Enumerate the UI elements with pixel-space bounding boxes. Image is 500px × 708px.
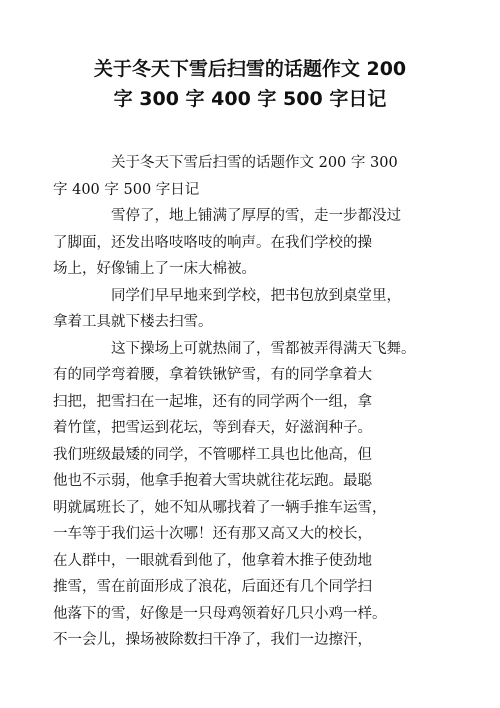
text-line: 明就属班长了，她不知从哪找着了一辆手推车运雪， <box>53 499 387 516</box>
text-line: 我们班级最矮的同学，不管哪样工具也比他高，但 <box>53 446 372 463</box>
text-line: 了脚面，还发出咯吱咯吱的响声。在我们学校的操 <box>53 234 372 251</box>
paragraph-2 <box>53 203 434 283</box>
title-line-2: 字 300 字 400 字 500 字日记 <box>113 88 387 110</box>
text-line: 这下操场上可就热闹了，雪都被弄得满天飞舞。 <box>111 340 416 357</box>
text-line: 着竹筐，把雪运到花坛，等到春天，好滋润种子。 <box>53 420 372 436</box>
text-line: 字 400 字 500 字日记 <box>53 181 200 198</box>
text-line: 一车等于我们运十次哪！还有那又高又大的校长， <box>53 526 372 542</box>
text-line: 拿着工具就下楼去扫雪。 <box>53 314 213 330</box>
document-title <box>0 54 500 114</box>
text-line: 他也不示弱，他拿手抱着大雪块就往花坛跑。最聪 <box>53 473 372 489</box>
text-line: 同学们早早地来到学校，把书包放到桌堂里， <box>111 287 401 304</box>
title-line-1: 关于冬天下雪后扫雪的话题作文 200 <box>93 58 407 80</box>
text-line: 雪停了，地上铺满了厚厚的雪，走一步都没过 <box>111 208 401 224</box>
text-line: 场上，好像铺上了一床大棉被。 <box>53 261 256 277</box>
text-line: 推雪，雪在前面形成了浪花，后面还有几个同学扫 <box>53 579 372 595</box>
text-line: 有的同学弯着腰，拿着铁锹铲雪，有的同学拿着大 <box>53 367 372 383</box>
paragraph-1 <box>53 150 434 203</box>
text-line: 不一会儿，操场被除数扫干净了，我们一边擦汗， <box>53 632 372 648</box>
paragraph-4 <box>53 336 434 654</box>
document-body <box>53 150 434 654</box>
text-line: 关于冬天下雪后扫雪的话题作文 200 字 300 <box>111 155 398 171</box>
text-line: 扫把，把雪扫在一起堆，还有的同学两个一组，拿 <box>53 393 372 410</box>
paragraph-3 <box>53 283 434 336</box>
text-line: 在人群中，一眼就看到他了，他拿着木推子使劲地 <box>53 552 372 569</box>
text-line: 他落下的雪，好像是一只母鸡领着好几只小鸡一样。 <box>53 605 387 622</box>
